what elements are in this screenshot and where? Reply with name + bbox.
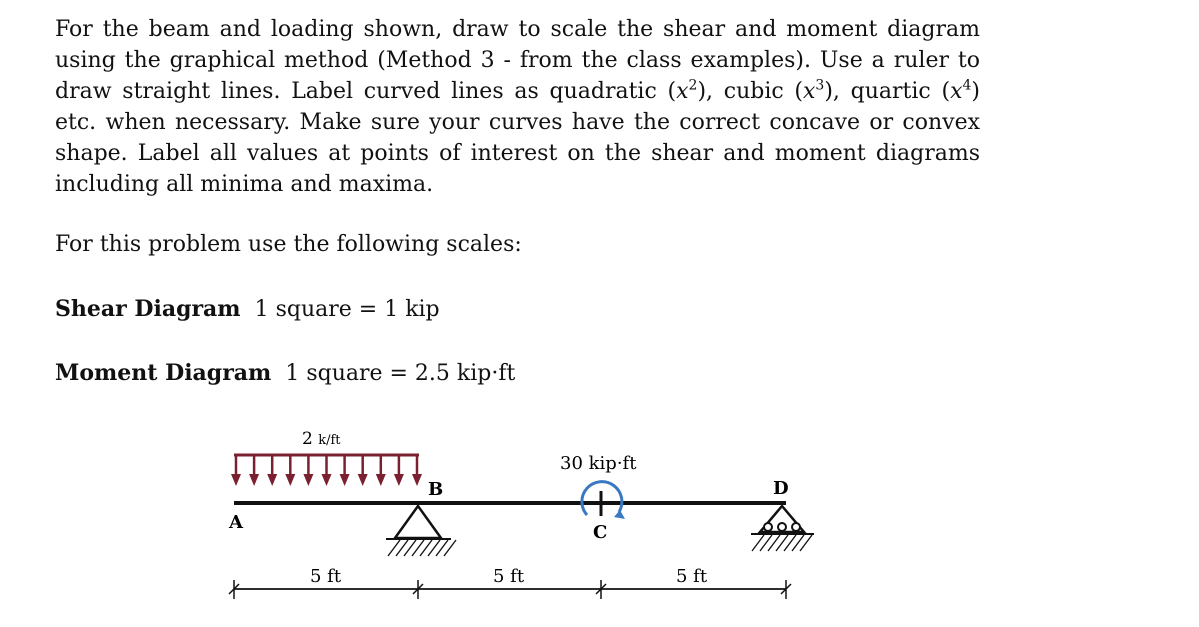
load-label: 2 k/ft [302,429,341,449]
load-arrow-head [412,474,422,486]
ground-hatch-b [388,540,456,556]
load-arrow-head [285,474,295,486]
load-arrow-head [340,474,350,486]
pin-support [386,506,456,556]
dimension-bc: 5 ft [493,566,525,587]
point-b-label: B [428,479,444,500]
load-arrow-head [231,474,241,486]
load-arrow-head [376,474,386,486]
load-arrow-head [267,474,277,486]
load-arrow-head [322,474,332,486]
point-a-label: A [229,512,243,533]
load-arrow-head [394,474,404,486]
applied-moment [582,482,625,519]
moment-scale-label: Moment Diagram [55,360,272,386]
ground-hatch-d [752,535,812,551]
load-arrow-head [303,474,313,486]
shear-scale-value: 1 square = 1 kip [254,297,440,322]
problem-statement: For the beam and loading shown, draw to scale the shear and moment diagram using the graphical method (Method 3 - from the class examples). Use a ruler to draw straight lines. Label curved lines as quadratic $(x^2)$, cubic $(x^3)$, quartic $(x^4)$ etc. when necessary. Make sure your curves have the correct concave or convex shape. Label all values at points of interest on the shear and moment diagrams including all minima and maxima. [55,17,980,197]
load-arrow-head [358,474,368,486]
moment-label: 30 kip·ft [560,453,637,474]
load-arrow-head [249,474,259,486]
dimension-ab: 5 ft [310,566,342,587]
point-c-label: C [593,522,608,543]
shear-scale-label: Shear Diagram [55,296,241,322]
moment-scale-value: 1 square = 2.5 kip·ft [285,361,516,386]
roller-support [751,506,814,551]
scales-intro: For this problem use the following scales: [55,232,522,257]
distributed-load [231,455,422,486]
point-d-label: D [773,478,789,499]
dimension-cd: 5 ft [676,566,708,587]
